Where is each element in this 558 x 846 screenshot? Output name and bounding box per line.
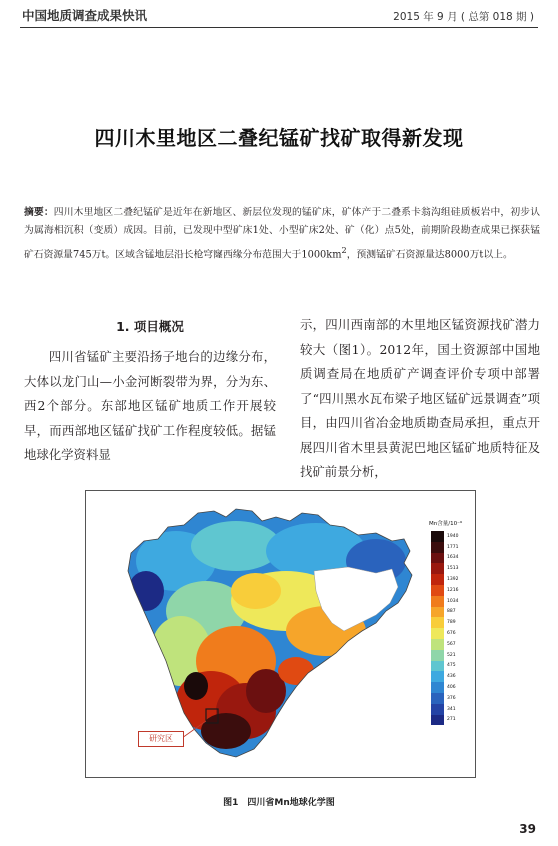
page-number: 39 — [519, 822, 536, 836]
legend-row — [431, 693, 473, 704]
legend-value: 436 — [447, 674, 456, 680]
legend-value: 521 — [447, 652, 456, 658]
paragraph-left: 四川省锰矿主要沿扬子地台的边缘分布，大体以龙门山—小金河断裂带为界，分为东、西2个部分。东部地区锰矿地质工作开展较早，而西部地区锰矿找矿工作程度较低。据锰地球化学资料显 — [24, 349, 276, 462]
figure-frame — [85, 490, 476, 778]
legend-row — [431, 715, 473, 726]
legend-swatch — [431, 693, 444, 704]
legend-value: 1771 — [447, 544, 459, 550]
legend-value: 676 — [447, 631, 456, 637]
legend-row — [431, 628, 473, 639]
legend-value: 1034 — [447, 598, 459, 604]
abstract-text-1: 四川木里地区二叠纪锰矿是近年在新地区、新层位发现的锰矿床，矿体产于二叠系卡翁沟组硅质板岩中，初步认为属海相沉积（变质）成因。目前，已发现中型矿床1处、小型矿床2处、矿（化）点5处，前期阶段勘查成果已探获锰矿石资源量745万t。区域含锰地层沿长枪穹窿西缘分布范围大于1000km — [24, 207, 541, 260]
legend-value: 376 — [447, 695, 456, 701]
legend-row — [431, 682, 473, 693]
legend-value: 406 — [447, 685, 456, 691]
legend-title: Mn含量/10⁻⁶ — [429, 521, 463, 527]
legend-swatch — [431, 628, 444, 639]
legend-value: 1216 — [447, 587, 459, 593]
legend-swatch — [431, 563, 444, 574]
article-title: 四川木里地区二叠纪锰矿找矿取得新发现 — [94, 126, 464, 150]
legend-row — [431, 671, 473, 682]
header-rule — [20, 27, 538, 28]
legend-swatch — [431, 553, 444, 564]
abstract — [24, 204, 540, 264]
legend-row — [431, 650, 473, 661]
legend-row — [431, 563, 473, 574]
legend-swatch — [431, 682, 444, 693]
legend-value: 789 — [447, 620, 456, 626]
legend-value: 887 — [447, 609, 456, 615]
abstract-text-2: ，预测锰矿石资源量达8000万t以上。 — [346, 248, 513, 260]
figure-caption: 图1 四川省Mn地球化学图 — [223, 798, 335, 808]
legend-value: 1392 — [447, 577, 459, 583]
legend-value: 1513 — [447, 566, 459, 572]
legend-swatch — [431, 671, 444, 682]
legend-row — [431, 639, 473, 650]
legend-swatch — [431, 607, 444, 618]
section-heading: 1. 项目概况 — [116, 319, 184, 334]
legend-swatch — [431, 650, 444, 661]
journal-name: 中国地质调查成果快讯 — [22, 8, 148, 23]
issue-info: 2015 年 9 月 ( 总第 018 期 ) — [393, 11, 534, 23]
legend-swatch — [431, 585, 444, 596]
legend-swatch — [431, 617, 444, 628]
legend-row — [431, 617, 473, 628]
abstract-superscript: 2 — [341, 244, 347, 255]
legend-row — [431, 704, 473, 715]
paragraph-right: 示，四川西南部的木里地区锰资源找矿潜力较大（图1）。2012年，国土资源部中国地质调查局在地质矿产调查评价专项中部署了“四川黑水瓦布梁子地区锰矿远景调查”项目，由四川省冶金地质勘查局承担，重点开展四川省木里县黄泥巴地区锰矿地质特征及找矿前景分析， — [300, 317, 540, 479]
legend-row — [431, 585, 473, 596]
legend-value: 341 — [447, 706, 456, 712]
legend-row — [431, 542, 473, 553]
map-legend — [431, 519, 473, 725]
legend-swatch — [431, 715, 444, 726]
legend-row — [431, 607, 473, 618]
legend-value: 1940 — [447, 533, 459, 539]
left-column — [24, 313, 276, 468]
legend-row — [431, 574, 473, 585]
legend-value: 1634 — [447, 555, 459, 561]
legend-swatch — [431, 531, 444, 542]
legend-swatch — [431, 704, 444, 715]
legend-swatch — [431, 596, 444, 607]
legend-swatch — [431, 542, 444, 553]
legend-value: 567 — [447, 641, 456, 647]
study-area-label: 研究区 — [138, 731, 184, 747]
legend-row — [431, 531, 473, 542]
legend-row — [431, 596, 473, 607]
legend-rows — [431, 531, 473, 725]
legend-swatch — [431, 574, 444, 585]
legend-value: 475 — [447, 663, 456, 669]
legend-value: 271 — [447, 717, 456, 723]
abstract-label: 摘要： — [24, 207, 54, 218]
right-column — [300, 313, 540, 485]
legend-row — [431, 661, 473, 672]
legend-swatch — [431, 639, 444, 650]
legend-swatch — [431, 661, 444, 672]
legend-row — [431, 553, 473, 564]
